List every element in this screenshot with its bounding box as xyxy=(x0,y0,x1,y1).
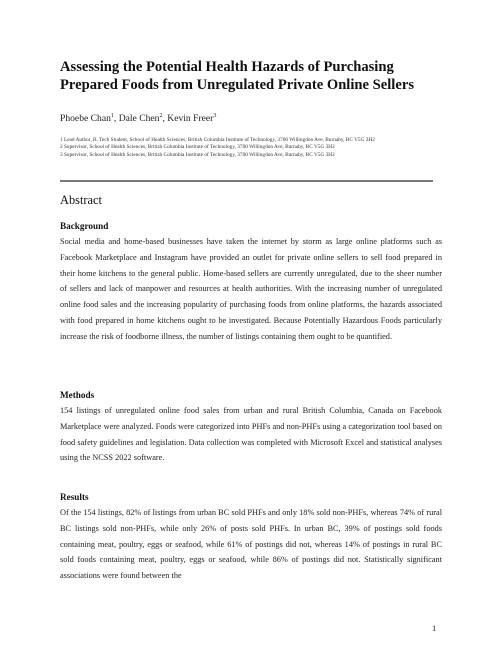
affiliations xyxy=(60,137,445,159)
section-text-background: Social media and home-based businesses have taken the internet by storm as large online platforms such as Facebook Marketplace and Instagram have provided an outlet for private online sellers to sell food prepared in their home kitchens to the general public. Home-based sellers are currently unregulated, due to the sheer number of sellers and lack of manpower and resources at health authorities. With the increasing number of unregulated online food sales and the increasing popularity of purchasing foods from online platforms, the hazards associated with food prepared in home kitchens ought to be investigated. Because Potentially Hazardous Foods particularly increase the risk of foodborne illness, the number of listings containing them ought to be quantified. xyxy=(60,237,442,341)
divider-rule xyxy=(60,180,433,182)
affiliation-2: 2 Supervisor, School of Health Sciences, British Columbia Institute of Technology, 3700 Willingdon Ave, Burnaby, BC V5G 3H2 xyxy=(60,144,335,151)
paper-title: Assessing the Potential Health Hazards of Purchasing Prepared Foods from Unregulated Private Online Sellers xyxy=(60,59,414,93)
author-sup: 3 xyxy=(213,113,217,119)
author-line: Phoebe Chan$^1$, Dale Chen$^2$, Kevin Freer$^3$ xyxy=(60,113,217,125)
section-heading-background: Background xyxy=(60,221,109,231)
affiliation-1: 1 Lead Author, B. Tech Student, School of Health Sciences, British Columbia Institute of Technology, 3700 Willingdon Ave, Burnaby, BC V5G 3H2 xyxy=(60,137,375,143)
page-number: 1 xyxy=(432,623,437,633)
abstract-heading: Abstract xyxy=(60,193,102,207)
affiliation-3: 3 Supervisor, School of Health Sciences, British Columbia Institute of Technology, 3700 Willingdon Ave, Burnaby, BC V5G 3H2 xyxy=(60,151,335,158)
author-name: Dale Chen xyxy=(118,113,160,125)
section-heading-methods: Methods xyxy=(60,390,95,400)
author-sup: 2 xyxy=(159,113,163,119)
section-text-results: Of the 154 listings, 82% of listings from urban BC sold PHFs and only 18% sold non-PHFs, whereas 74% of rural BC listings sold non-PHFs, while only 26% of posts sold PHFs. In urban BC, 39% of postings sold foods containing meat, poultry, eggs or seafood, while 61% of postings did not, whereas 14% of postings in rural BC sold foods containing meat, poultry, eggs or seafood, while 86% of postings did not. Statistically significant associations were found between the xyxy=(60,508,442,581)
section-heading-results: Results xyxy=(60,492,89,502)
section-text-methods: 154 listings of unregulated online food sales from urban and rural British Columbia, Canada on Facebook Marketplace were analyzed. Foods were categorized into PHFs and non-PHFs using a categorization tool based on food safety guidelines and legislation. Data collection was completed with Microsoft Excel and statistical analyses using the NCSS 2022 software. xyxy=(60,406,442,463)
author-sup: 1 xyxy=(110,113,114,119)
author-name: Phoebe Chan xyxy=(60,113,111,125)
author-name: Kevin Freer xyxy=(167,113,214,125)
